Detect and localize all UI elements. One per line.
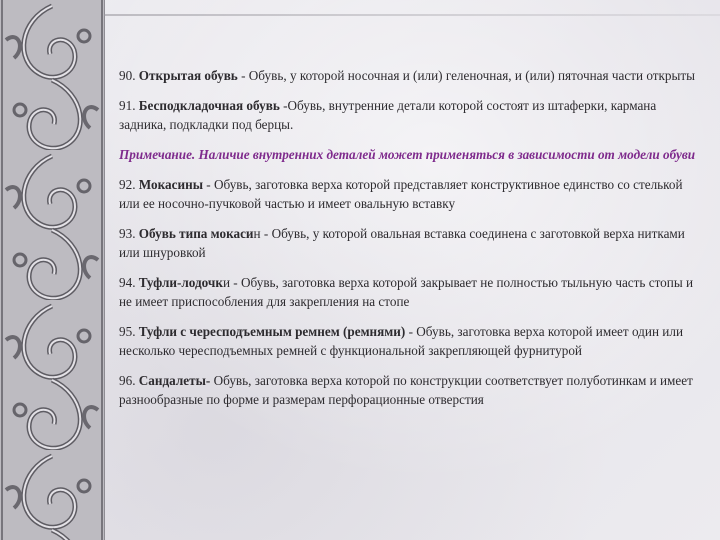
definition-text: - Обувь, у которой носочная и (или) геленочная, и (или) пяточная части открыты	[237, 68, 695, 83]
definition-term: Обувь типа мокаси	[138, 226, 254, 241]
definition-term: Открытая обувь	[138, 68, 238, 83]
definition-term: Мокасины	[138, 177, 203, 192]
definition-number: 96.	[119, 373, 136, 388]
definition-number: 95.	[119, 324, 136, 339]
definitions-text	[119, 66, 705, 420]
decorative-ornament-border	[0, 0, 105, 540]
definition-text: - Обувь, заготовка верха которой представляет конструктивное единство со стелькой или ее носочно-пучковой частью и имеет овальную вставку	[119, 177, 683, 211]
definition-number: 92.	[119, 177, 136, 192]
definition-item	[119, 224, 705, 262]
definition-number: 90.	[119, 68, 136, 83]
ornament-pattern-icon	[0, 0, 104, 540]
definition-term: Сандалеты-	[138, 373, 211, 388]
definition-item	[119, 322, 705, 360]
definition-item	[119, 96, 705, 134]
top-divider	[104, 14, 720, 16]
definition-item	[119, 175, 705, 213]
note-text: Примечание. Наличие внутренних деталей может применяться в зависимости от модели обуви	[119, 147, 696, 162]
definition-number: 94.	[119, 275, 136, 290]
definition-number: 93.	[119, 226, 136, 241]
definition-number: 91.	[119, 98, 136, 113]
definition-text: Обувь, заготовка верха которой по конструкции соответствует полуботинкам и имеет разнообразные по форме и размерам перфорационные отверстия	[119, 373, 693, 407]
definition-term: Туфли с чересподъемным ремнем (ремнями)	[138, 324, 406, 339]
definition-item	[119, 371, 705, 409]
definition-item	[119, 66, 705, 85]
definition-text: и - Обувь, заготовка верха которой закрывает не полностью тыльную часть стопы и не имеет приспособления для закрепления на стопе	[119, 275, 694, 309]
definition-text: н - Обувь, у которой овальная вставка соединена с заготовкой верха нитками или шнуровкой	[119, 226, 685, 260]
definition-text: -Обувь, внутренние детали которой состоят из штаферки, кармана задника, подкладки под берцы.	[119, 98, 657, 132]
definition-text: - Обувь, заготовка верха которой имеет один или несколько чересподъемных ремней с функциональной закрепляющей фурнитурой	[119, 324, 684, 358]
definition-term: Туфли-лодочк	[138, 275, 223, 290]
definition-term: Бесподкладочная обувь	[138, 98, 280, 113]
definition-item	[119, 273, 705, 311]
